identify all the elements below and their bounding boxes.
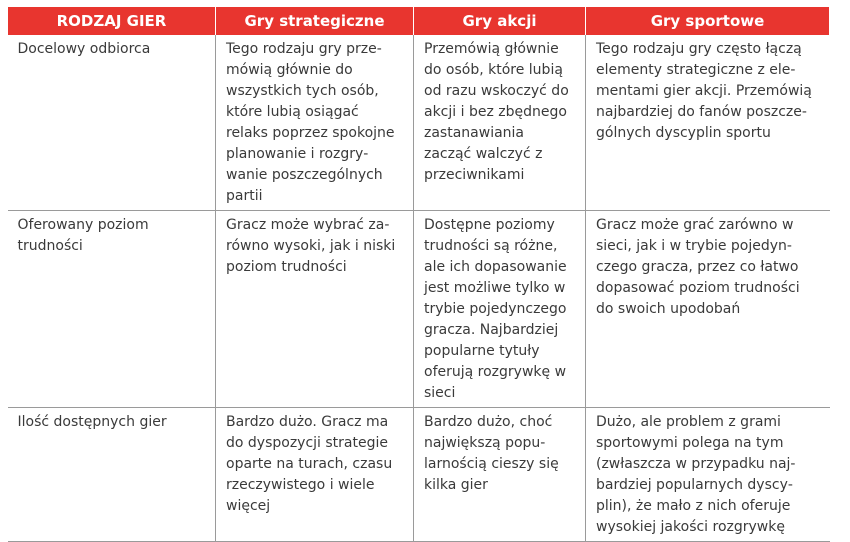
cell-text: Dostępne poziomy trudności są różne, ale ich dopasowanie jest możliwe tylko w trybie pojedynczego gracza. Najbardziej popularne tytuły oferują rozgrywkę w sieci	[424, 217, 567, 401]
table-cell	[216, 211, 414, 408]
table-cell	[586, 408, 830, 542]
table-cell	[216, 408, 414, 542]
table-row	[8, 211, 830, 408]
table-cell	[414, 211, 586, 408]
row-label-text: Oferowany poziom trudności	[17, 217, 149, 254]
table-row	[8, 408, 830, 542]
table-header	[8, 7, 830, 35]
header-action-games: Gry akcji	[414, 7, 586, 35]
table-cell	[414, 408, 586, 542]
game-types-table	[7, 7, 830, 542]
row-label-text: Docelowy odbiorca	[17, 41, 151, 57]
cell-text: Gracz może wybrać zarówno wysoki, jak i niski poziom trudności	[226, 217, 396, 275]
header-sports-games: Gry sportowe	[586, 7, 830, 35]
cell-text: Gracz może grać zarówno w sieci, jak i w trybie pojedynczego gracza, przez co łatwo dopasować poziom trudności do swoich upodobań	[596, 217, 800, 317]
row-label	[8, 408, 216, 542]
table-cell	[216, 35, 414, 211]
table-row	[8, 35, 830, 211]
cell-text: Przemówią głównie do osób, które lubią od razu wskoczyć do akcji i bez zbędnego zastanawiania zacząć walczyć z przeciwnikami	[424, 41, 569, 183]
cell-text: Bardzo dużo. Gracz ma do dyspozycji strategie oparte na turach, czasu rzeczywistego i wiele więcej	[226, 414, 393, 514]
header-strategy-games: Gry strategiczne	[216, 7, 414, 35]
table-cell	[586, 35, 830, 211]
header-game-type: RODZAJ GIER	[8, 7, 216, 35]
table-body	[8, 35, 830, 542]
cell-text: Tego rodzaju gry przemówią głównie do wszystkich tych osób, które lubią osiągać relaks poprzez spokojne planowanie i rozgrywanie poszczególnych partii	[226, 41, 395, 204]
row-label	[8, 211, 216, 408]
cell-text: Dużo, ale problem z grami sportowymi polega na tym (zwłaszcza w przypadku najbardziej popularnych dyscyplin), że mało z nich oferuje wysokiej jakości rozgrywkę	[596, 414, 796, 535]
header-row	[8, 7, 830, 35]
cell-text: Tego rodzaju gry często łączą elementy strategiczne z elementami gier akcji. Przemówią najbardziej do fanów poszczególnych dyscyplin sportu	[596, 41, 812, 141]
row-label-text: Ilość dostępnych gier	[17, 414, 167, 430]
cell-text: Bardzo dużo, choć największą popularnością cieszy się kilka gier	[424, 414, 559, 493]
row-label	[8, 35, 216, 211]
table-cell	[414, 35, 586, 211]
table-cell	[586, 211, 830, 408]
